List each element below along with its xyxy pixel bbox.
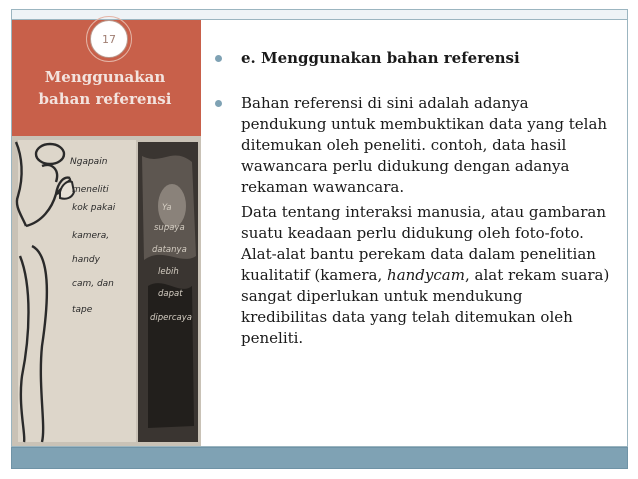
photo-text-line: Ngapain [70,157,108,167]
photo-text-line: datanya [152,245,187,255]
content-heading: e. Menggunakan bahan referensi [241,49,520,67]
page-number [90,20,128,58]
slide-title: Menggunakan bahan referensi [38,68,172,108]
photo-text-line: kok pakai [72,203,116,213]
photo-text-line: supaya [154,223,185,233]
bullet-paragraph-text: Bahan referensi di sini adalah adanya pendukung untuk membuktikan data yang telah ditemukan oleh peneliti. contoh, data hasil wawancara perlu didukung dengan adanya rekaman wawancara. [241,94,608,196]
photo-text-line: Ya [162,203,172,213]
photo-text-line: kamera, [72,231,110,241]
bullet-dot-icon [215,55,222,62]
continuation-paragraph [213,202,613,349]
slide-content [213,48,613,349]
continuation-text-before: Data tentang interaksi manusia, atau gambaran suatu keadaan perlu didukung oleh foto-foto. Alat-alat bantu perekam data dalam penelitian kualitatif (kamera, [241,203,606,284]
page-number-text: 17 [102,32,116,46]
heading-bullet [213,48,613,69]
photo-text-line: dapat [158,289,183,299]
photo-text-line: lebih [158,267,179,277]
bottom-band [11,447,628,469]
continuation-text-italic: handycam [387,266,465,284]
bullet-paragraph [213,93,613,198]
photo-text-line: cam, dan [72,279,114,289]
bullet-dot-icon [215,100,222,107]
continuation-text-after: , alat rekam suara) sangat diperlukan untuk mendukung kredibilitas data yang telah ditemukan oleh peneliti. [241,266,610,347]
photo-text-line: dipercaya [150,313,192,323]
photo-text-line: tape [72,305,93,315]
photo-text-line: handy [72,255,100,265]
photo-text-line: meneliti [72,185,109,195]
cartoon-photo [12,136,201,446]
photo-figure-body [148,283,194,428]
